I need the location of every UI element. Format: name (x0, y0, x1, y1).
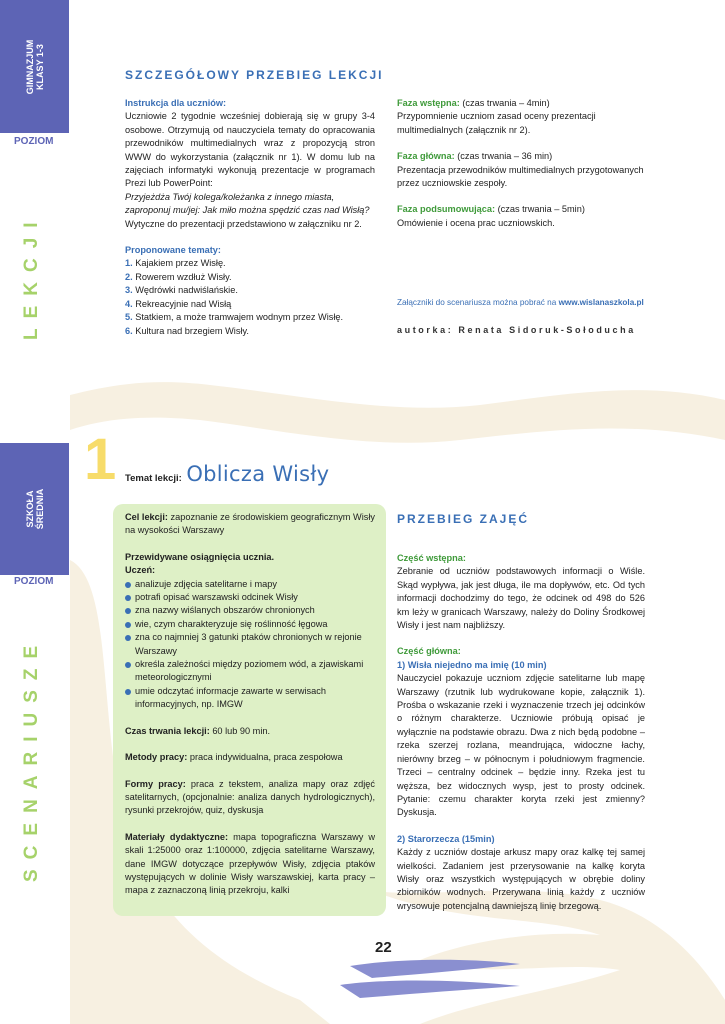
list-item: 4. Rekreacyjnie nad Wisłą (125, 298, 232, 309)
list-item: 3. Wędrówki nadwiślańskie. (125, 285, 238, 296)
topics-heading: Proponowane tematy: (125, 245, 221, 256)
phase-intro: Faza wstępna: (czas trwania – 4min) (397, 98, 550, 108)
lesson-topic-title: Oblicza Wisły (186, 462, 330, 486)
lesson-forms: Formy pracy: praca z tekstem, analiza mapy oraz zdjęć satelitarnych, (opcjonalnie: analiza danych hydrologicznych), rysunki przekrojów, quiz, dyskusja (125, 778, 375, 816)
phases-block (397, 97, 647, 230)
outcomes-heading: Przewidywane osiągnięcia ucznia. (125, 551, 275, 562)
attachments-note: Załączniki do scenariusza można pobrać na www.wislanaszkola.pl (397, 298, 644, 307)
outcomes-list (125, 578, 375, 712)
course-main-heading: Część główna: (397, 646, 461, 657)
author-line: autorka: Renata Sidoruk-Sołoducha (397, 325, 636, 335)
course-content (397, 552, 645, 913)
lesson-goal: Cel lekcji: zapoznanie ze środowiskiem geograficznym Wisły na wysokości Warszawy (125, 512, 375, 536)
phase-main-text: Prezentacja przewodników multimedialnych przygotowanych przez uczniowskie zespoły. (397, 164, 644, 189)
lesson-topic-label: Temat lekcji: (125, 473, 182, 484)
list-item: wie, czym charakteryzuje się roślinność łęgowa (125, 618, 375, 631)
list-item: określa zależności między poziomem wód, a zjawiskami meteorologicznymi (125, 658, 375, 685)
list-item: potrafi opisać warszawski odcinek Wisły (125, 591, 375, 604)
page-number: 22 (375, 939, 392, 956)
course-sub2-heading: 2) Starorzecza (15min) (397, 833, 495, 844)
instructions-heading: Instrukcja dla uczniów: (125, 98, 227, 108)
list-item: 6. Kultura nad brzegiem Wisły. (125, 325, 249, 336)
vertical-label-lekcji: LEKCJI (21, 212, 42, 340)
lesson-number: 1 (84, 427, 117, 492)
course-sub1-heading: 1) Wisła niejedno ma imię (10 min) (397, 659, 547, 670)
attachments-link[interactable]: www.wislanaszkola.pl (558, 298, 644, 307)
list-item: 2. Rowerem wzdłuż Wisły. (125, 271, 232, 282)
poziom-label-mid: POZIOM (14, 576, 54, 587)
course-intro-heading: Część wstępna: (397, 553, 466, 563)
phase-main: Faza główna: (czas trwania – 36 min) (397, 151, 553, 162)
vertical-label-scenariusze: SCENARIUSZE (21, 635, 42, 882)
list-item: analizuje zdjęcia satelitarne i mapy (125, 578, 375, 591)
instructions-block (125, 97, 375, 338)
level-tab-gimnazjum (0, 0, 69, 133)
section-title-detailed: SZCZEGÓŁOWY PRZEBIEG LEKCJI (125, 68, 384, 82)
instructions-quote: Przyjeżdża Twój kolega/koleżanka z innego miasta, zaproponuj mu/jej: Jak miło można spędzić czas nad Wisłą? (125, 191, 370, 216)
course-sub1-text: Nauczyciel pokazuje uczniom zdjęcie satelitarne lub mapę Warszawy (rzutnik lub wydrukowane kopie, załącznik 1). Prośba o wskazanie rzeki i wyznaczenie trzech jej odcinków o różnym charakterze. Uczniowie próbują opisać je wyłącznie na podstawie obrazu. Dwa z nich będą podobne – rzeka szerzej rozlana, meandrująca, widoczne łachy, nierówny brzeg – w północnym i południowym fragmencie. Trzeci – centralny odcinek – będzie inny. Rzeka jest tu węższa, bez widocznych wysp, jest to prosty odcinek. Pytanie: czemu charakter koryta rzeki jest zmienny? Dyskusja. (397, 673, 645, 818)
lesson-info-content (125, 511, 375, 898)
course-sub2-text: Każdy z uczniów dostaje arkusz mapy oraz kalkę tej samej wielkości. Zadaniem jest przerysowanie na kalkę koryta Wisły oraz wszystkich występujących w obrębie doliny zbiorników wodnych. Przerywana linią każdy z uczniów wrysowuje potencjalną dawniejszą linię brzegową. (397, 847, 645, 911)
lesson-methods: Metody pracy: praca indywidualna, praca zespołowa (125, 752, 343, 763)
lesson-materials: Materiały dydaktyczne: mapa topograficzna Warszawy w skali 1:25000 oraz 1:100000, zdjęcia satelitarne Warszawy, dane IMGW dotyczące przepływów Wisły, zdjęcia ptaków występujących w dolinie Wisły warszawskiej, karta pracy – mapa z zaznaczoną linią przekroju, kalki (125, 831, 376, 896)
student-label: Uczeń: (125, 565, 156, 576)
lesson-time: Czas trwania lekcji: 60 lub 90 min. (125, 725, 271, 736)
instructions-after: Wytyczne do prezentacji przedstawiono w załączniku nr 2. (125, 218, 362, 229)
level-tab-szkola-srednia (0, 443, 69, 575)
section-title-course: PRZEBIEG ZAJĘĆ (397, 512, 530, 526)
phase-intro-text: Przypomnienie uczniom zasad oceny prezentacji multimedialnych (załącznik nr 2). (397, 111, 596, 135)
instructions-text: Uczniowie 2 tygodnie wcześniej dobierają się w grupy 3-4 osobowe. Otrzymują od nauczyciela tematy do opracowania przewodników multimedialnych wraz z propozycją stron WWW do wykorzystania (załącznik nr 1). W domu lub na zajęciach informatyki wykonują prezentacje w programach Prezi lub PowerPoint: (125, 111, 375, 189)
phase-summary: Faza podsumowująca: (czas trwania – 5min) (397, 204, 585, 215)
list-item: zna co najmniej 3 gatunki ptaków chronionych w rejonie Warszawy (125, 631, 375, 658)
course-intro-text: Zebranie od uczniów podstawowych informacji o Wiśle. Skąd wypływa, jak jest długa, ile ma dopływów, etc. Od tych informacji dochodzimy do tego, że odcinek od 498 do 526 km leży w granicach Warszawy, należy do Doliny Środkowej Wisły i jest nam najbliższy. (397, 566, 645, 631)
lesson-topic (125, 462, 329, 486)
phase-summary-text: Omówienie i ocena prac uczniowskich. (397, 217, 555, 228)
list-item: 5. Statkiem, a może tramwajem wodnym przez Wisłę. (125, 312, 344, 323)
poziom-label-top: POZIOM (14, 136, 54, 147)
topics-list (125, 257, 375, 337)
list-item: umie odczytać informacje zawarte w serwisach informacyjnych, np. IMGW (125, 685, 375, 712)
list-item: zna nazwy wiślanych obszarów chronionych (125, 604, 375, 617)
list-item: 1. Kajakiem przez Wisłę. (125, 258, 226, 269)
level-tab-label: SZKOŁA ŚREDNIA (25, 488, 45, 530)
level-tab-label: GIMNAZJUM KLASY 1-3 (25, 39, 45, 94)
